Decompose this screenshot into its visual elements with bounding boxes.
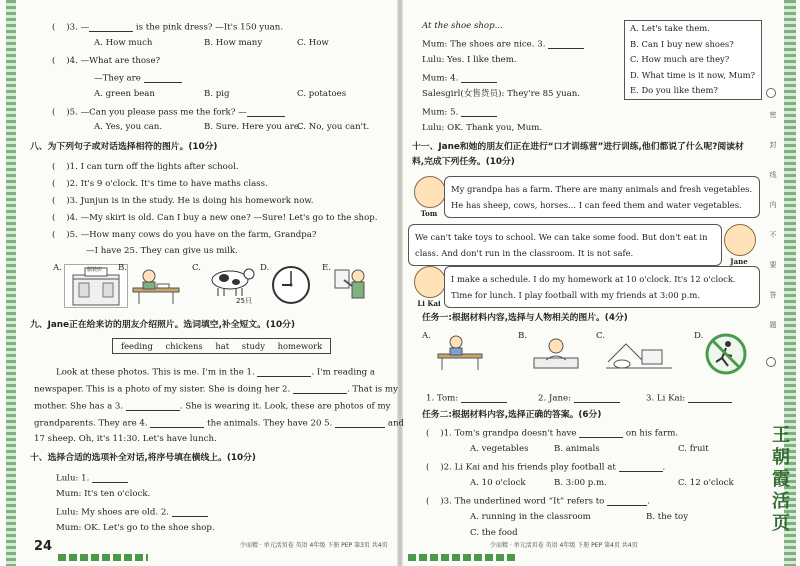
answer-blank[interactable] [247, 107, 285, 117]
answer-blank[interactable] [548, 39, 584, 49]
homework-picture [434, 332, 492, 372]
dialogue-line-8: Salesgirl(女售货员): They're 85 yuan. [422, 89, 581, 99]
answer-blank[interactable] [126, 401, 180, 411]
dialogue-line-3: Lulu: My shoes are old. 2. [56, 507, 208, 517]
clock-icon [270, 264, 312, 306]
dialogue-line-1: Lulu: 1. [56, 473, 128, 483]
farm-picture [606, 332, 672, 372]
task2-question-2: ( )2. Li Kai and his friends play football at . [426, 462, 666, 473]
passage-line-2: newspaper. This is a photo of my sister. She is doing her 2. . That is my [34, 384, 398, 395]
section-11-title: 十一、Jane和她的朋友们正在进行“口才训练营”进行训练,他们都说了什么呢?阅读材 [412, 142, 744, 152]
pic-label-d: D. [694, 331, 704, 341]
word-option: hat [215, 341, 230, 351]
pic-label-c: C. [596, 331, 606, 341]
q3-options [94, 38, 329, 48]
jane-name: Jane [730, 257, 748, 266]
word-bank [112, 338, 331, 354]
answer-blank[interactable] [150, 418, 204, 428]
section-8-title: 八、为下列句子或对话选择相符的图片。(10分) [30, 142, 218, 152]
answer-blank[interactable] [574, 393, 620, 403]
page-footer: 少而精 · 单元活页卷 英语 4年级 下册 PEP 第4页 共4页 [490, 542, 638, 549]
answer-blank[interactable] [92, 473, 128, 483]
li-kai-avatar [414, 266, 446, 298]
section-10-title: 十、选择合适的选项补全对话,将序号填在横线上。(10分) [30, 453, 256, 463]
option-b: B. the toy [646, 512, 689, 522]
word-option: feeding [121, 341, 153, 351]
task-2-title: 任务二:根据材料内容,选择正确的答案。(6分) [422, 410, 602, 420]
pic-label-b: B. [518, 331, 528, 341]
option-c: C. How [297, 38, 329, 48]
option-c: C. 12 o'clock [678, 478, 734, 488]
option-a: A. vegetables [470, 444, 529, 454]
decorative-bar [408, 554, 518, 561]
option-b: B. Can I buy new shoes? [630, 38, 734, 49]
light-switch-icon [332, 264, 372, 304]
option-c: C. No, you can't. [297, 122, 370, 132]
passage-line-5: 17 sheep. Oh, it's 11:30. Let's have lunch. [34, 434, 217, 444]
option-b: B. Sure. Here you are. [204, 122, 302, 132]
food-bowl-icon [528, 332, 584, 372]
pic-label-a: A. [53, 263, 62, 273]
brand-logo: 王朝霞活页 [772, 425, 790, 534]
dialogue-options-box [624, 20, 762, 100]
option-b: B. 3:00 p.m. [554, 478, 607, 488]
task2-q1-options [470, 444, 709, 454]
no-running-picture [704, 332, 748, 376]
question-4: ( )4. —What are those? [52, 56, 161, 66]
option-b: B. pig [204, 89, 230, 99]
option-a: A. 10 o'clock [470, 478, 526, 488]
answer-blank[interactable] [688, 393, 732, 403]
answer-blank[interactable] [461, 73, 497, 83]
answer-blank[interactable] [579, 428, 623, 438]
jane-avatar [724, 224, 756, 256]
option-b: B. How many [204, 38, 263, 48]
question-4-reply: —They are [94, 73, 182, 83]
passage-line-1: Look at these photos. This is me. I'm in the 1. . I'm reading a [56, 367, 376, 378]
boy-doing-homework-icon [129, 264, 185, 306]
dialogue-line-2: Mum: It's ten o'clock. [56, 489, 151, 499]
option-a: A. Yes, you can. [94, 122, 163, 132]
task1-answer-li-kai: 3. Li Kai: [646, 393, 732, 403]
dialogue-line-9: Mum: 5. [422, 107, 497, 117]
question-5: ( )5. —Can you please pass me the fork? — [52, 107, 285, 117]
q5-options [94, 122, 370, 132]
option-b: B. animals [554, 444, 600, 454]
dialogue-line-7: Mum: 4. [422, 73, 497, 83]
option-c: C. fruit [678, 444, 709, 454]
shoe-shop-heading: At the shoe shop... [422, 21, 503, 31]
page-spine [397, 0, 403, 566]
no-running-sign-icon [704, 332, 748, 376]
answer-blank[interactable] [607, 496, 647, 506]
decorative-bar [58, 554, 148, 561]
task2-question-1: ( )1. Tom's grandpa doesn't have on his farm. [426, 428, 679, 439]
option-d: D. What time is it now, Mum? [630, 69, 756, 80]
dialogue-line-4: Mum: OK. Let's go to the shoe shop. [56, 523, 215, 533]
cow-icon [202, 264, 260, 298]
task1-answer-tom: 1. Tom: [426, 393, 507, 403]
word-option: study [241, 341, 265, 351]
option-c: C. How much are they? [630, 54, 730, 64]
cow-picture [202, 264, 260, 304]
binding-hole [766, 357, 776, 367]
light-switch-picture [332, 264, 372, 304]
option-a: A. How much [94, 38, 153, 48]
section-11-title-cont: 料,完成下列任务。(10分) [412, 157, 515, 167]
task2-q3-options [470, 512, 689, 522]
li-kai-name: Li Kai [417, 299, 441, 308]
cow-count-label: 25只 [236, 297, 252, 305]
jane-speech-bubble: We can't take toys to school. We can take some food. But don't eat in class. And don't run in the classroom. It is not safe. [408, 224, 722, 266]
dialogue-line-6: Lulu: Yes. I like them. [422, 55, 517, 65]
pic-label-c: C. [192, 263, 202, 273]
li-kai-speech-bubble: I make a schedule. I do my homework at 10 o'clock. It's 12 o'clock. Time for lunch. I play football with my friends at 3:00 p.m. [444, 266, 760, 308]
shop-sign: 服装店 [87, 267, 103, 273]
answer-blank[interactable] [619, 462, 663, 472]
pic-label-b: B. [118, 263, 128, 273]
option-e: E. Do you like them? [630, 85, 718, 95]
task-1-title: 任务一:根据材料内容,选择与人物相关的图片。(4分) [422, 313, 628, 323]
answer-blank[interactable] [89, 22, 133, 32]
seal-line-notice: 密 封 线 内 不 要 答 题 [769, 111, 777, 329]
sec8-item-4: ( )4. —My skirt is old. Can I buy a new one? —Sure! Let's go to the shop. [52, 213, 378, 223]
sec8-item-1: ( )1. I can turn off the lights after school. [52, 162, 239, 172]
section-9-title: 九、Jane正在给来访的朋友介绍照片。选词填空,补全短文。(10分) [30, 320, 295, 330]
binding-hole [766, 88, 776, 98]
kid-at-desk-icon [434, 332, 492, 372]
dialogue-line-10: Lulu: OK. Thank you, Mum. [422, 123, 543, 133]
dialogue-line-5: Mum: The shoes are nice. 3. [422, 39, 584, 49]
page-footer: 少而精 · 单元活页卷 英语 4年级 下册 PEP 第3页 共4页 [240, 542, 388, 549]
pic-label-d: D. [260, 263, 270, 273]
task2-q2-options [470, 478, 734, 488]
tom-name: Tom [420, 209, 438, 218]
word-option: homework [277, 341, 323, 351]
task2-question-3: ( )3. The underlined word “It” refers to . [426, 496, 650, 507]
option-c: C. potatoes [297, 89, 347, 99]
sec8-item-3: ( )3. Junjun is in the study. He is doing his homework now. [52, 196, 314, 206]
q4-options [94, 89, 347, 99]
passage-line-3: mother. She has a 3. . She is wearing it. Look, these are photos of my [34, 401, 391, 412]
farm-animals-icon [606, 332, 672, 372]
word-option: chickens [165, 341, 203, 351]
option-c: C. the food [470, 528, 518, 538]
left-binding-border [6, 0, 16, 566]
sec8-item-5: ( )5. —How many cows do you have on the farm, Grandpa? [52, 230, 317, 240]
option-a: A. running in the classroom [470, 512, 591, 522]
option-a: A. Let's take them. [630, 23, 710, 33]
answer-blank[interactable] [335, 418, 385, 428]
clock-picture [270, 264, 312, 306]
question-3: ( )3. — is the pink dress? —It's 150 yuan. [52, 22, 284, 33]
tom-speech-bubble: My grandpa has a farm. There are many animals and fresh vegetables. He has sheep, cows, horses... I can feed them and water vegetables. [444, 176, 760, 218]
sec8-item-5-reply: —I have 25. They can give us milk. [86, 246, 238, 256]
option-a: A. green bean [94, 89, 155, 99]
answer-blank[interactable] [461, 107, 497, 117]
tom-avatar [414, 176, 446, 208]
answer-blank[interactable] [172, 507, 208, 517]
answer-blank[interactable] [257, 367, 311, 377]
pic-label-a: A. [422, 331, 431, 341]
task1-answer-jane: 2. Jane: [538, 393, 620, 403]
pic-label-e: E. [322, 263, 332, 273]
food-picture [528, 332, 584, 372]
sec8-item-2: ( )2. It's 9 o'clock. It's time to have maths class. [52, 179, 268, 189]
answer-blank[interactable] [461, 393, 507, 403]
passage-line-4: grandparents. They are 4. the animals. They have 20 5. and [34, 418, 404, 429]
page-number: 24 [34, 539, 53, 554]
study-picture [129, 264, 185, 306]
answer-blank[interactable] [293, 384, 347, 394]
answer-blank[interactable] [144, 73, 182, 83]
